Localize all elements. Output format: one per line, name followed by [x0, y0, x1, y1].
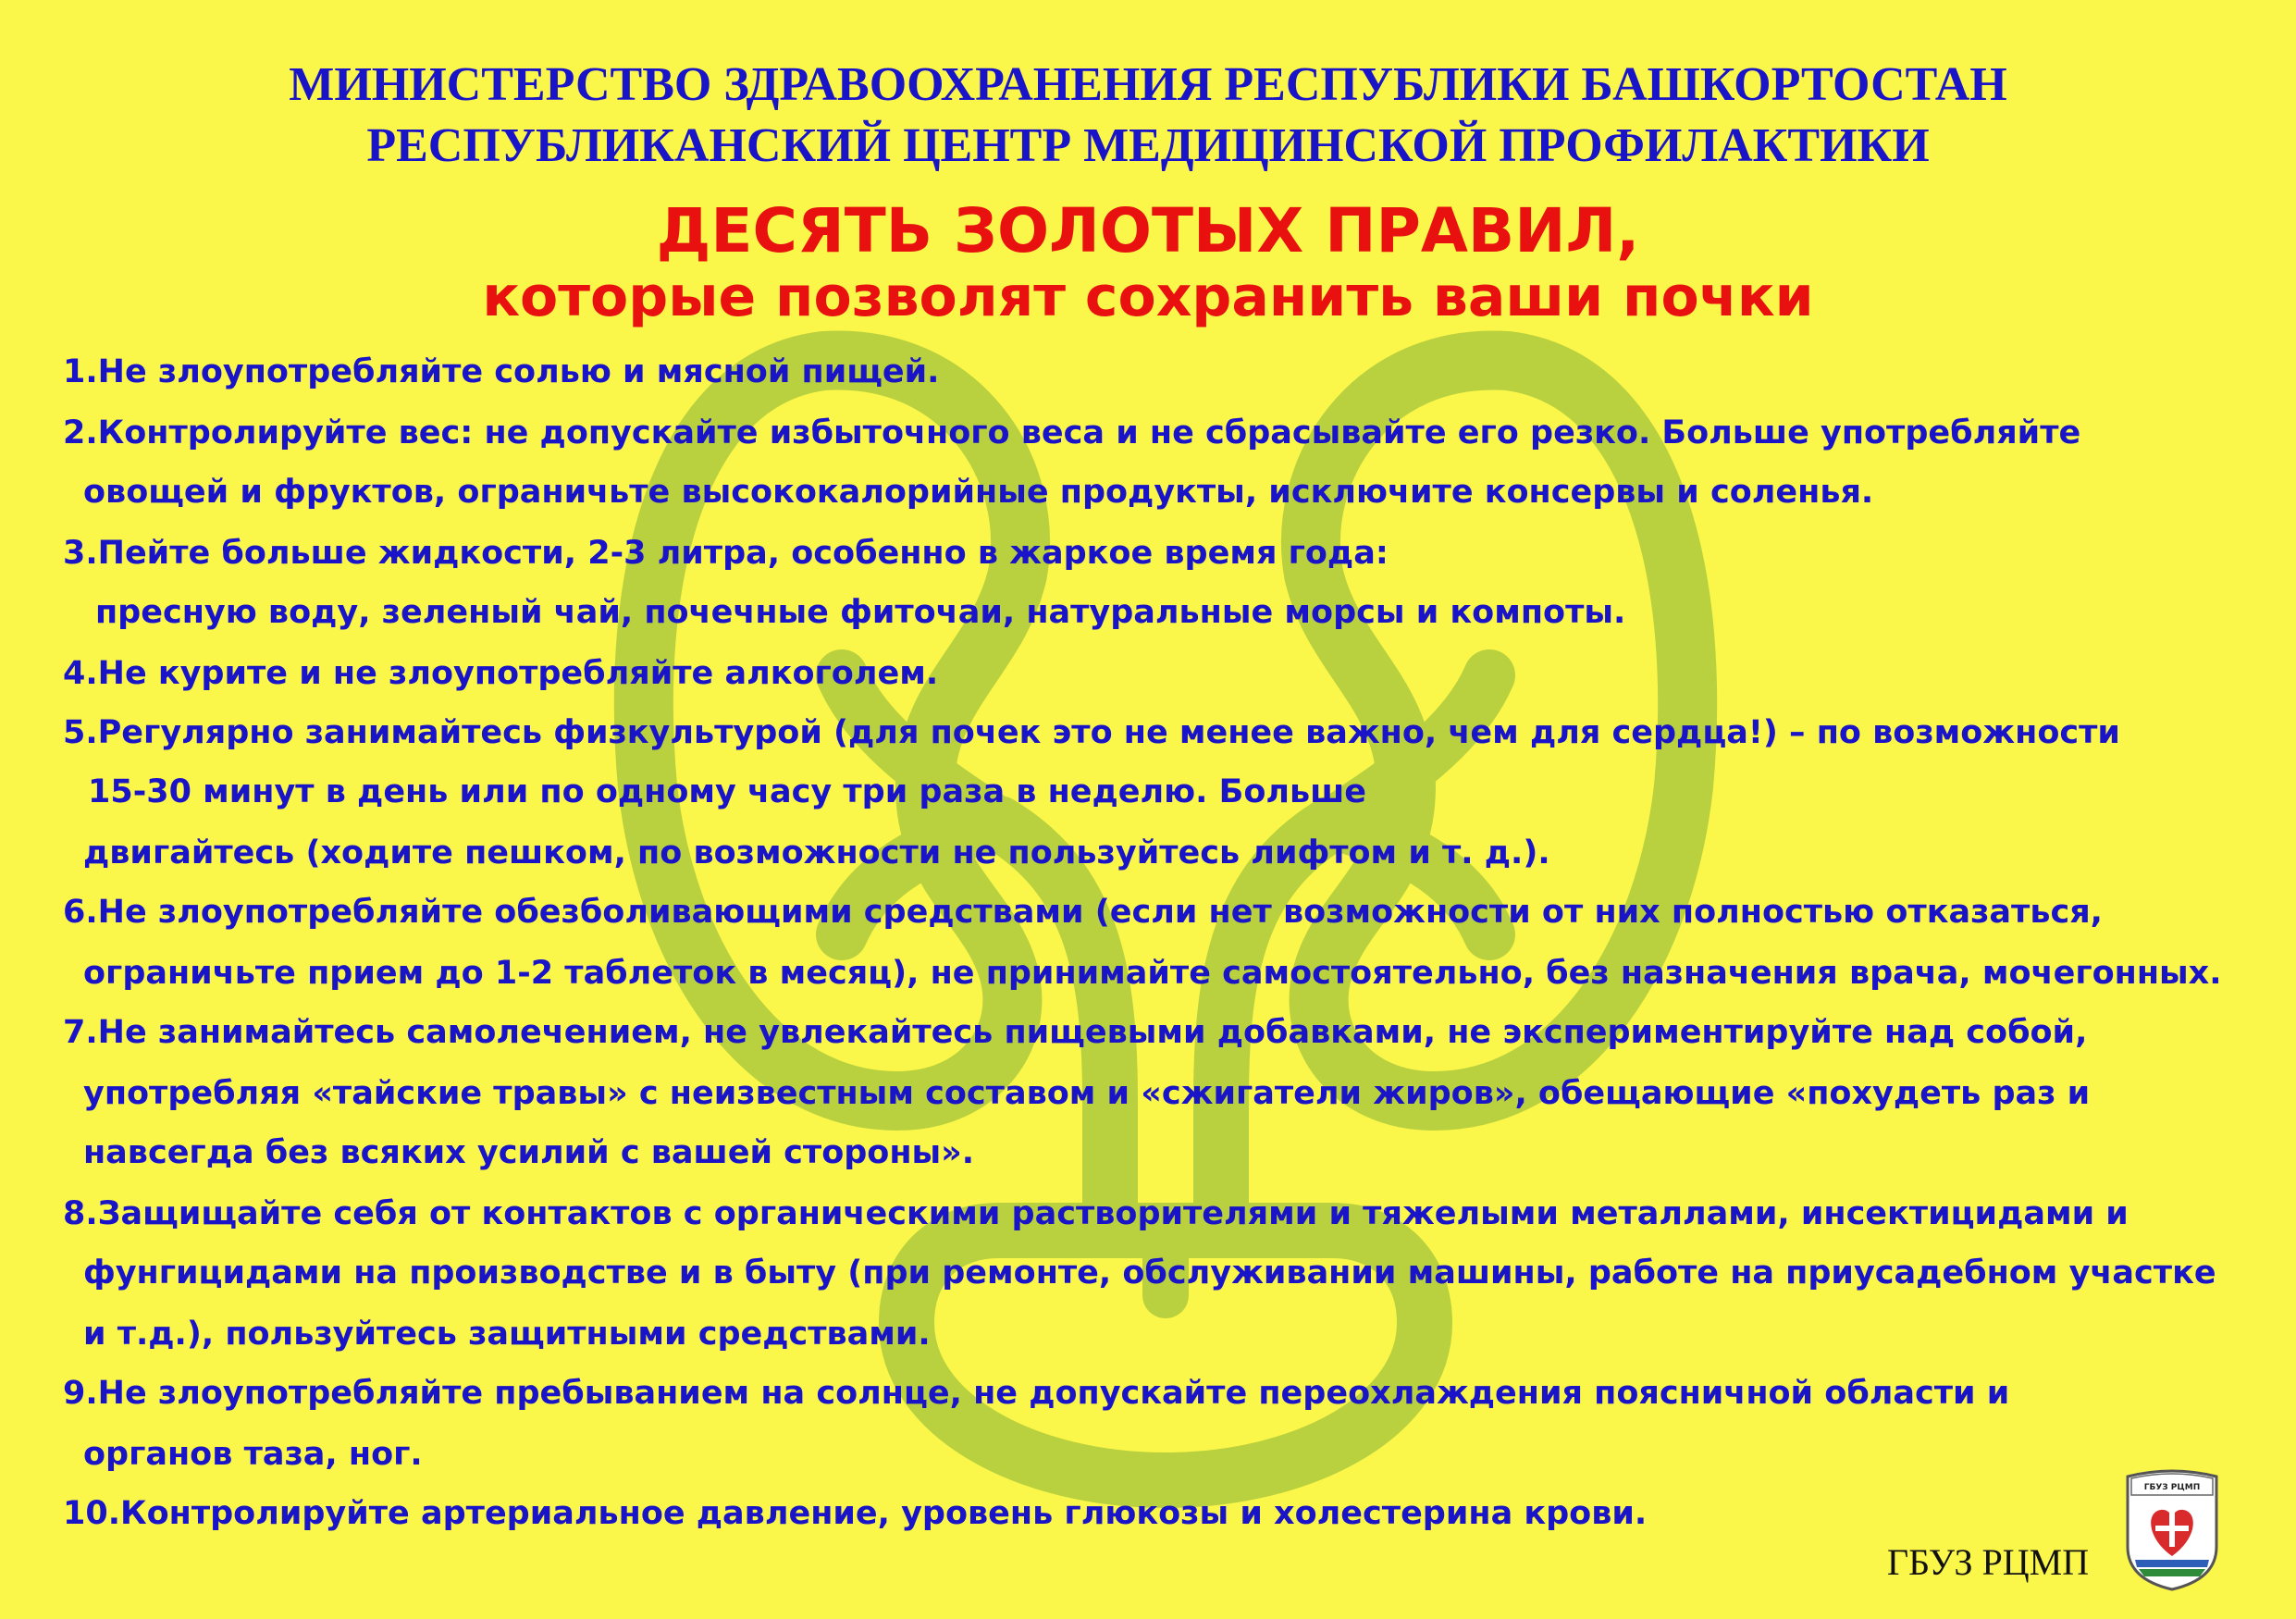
- rule-4-line-1: 4.Не курите и не злоупотребляйте алкоголем.: [63, 655, 939, 692]
- rule-2-line-1: 2.Контролируйте вес: не допускайте избыточного веса и не сбрасывайте его резко. Больше употребляйте: [63, 414, 2081, 451]
- rule-10-line-1: 10.Контролируйте артериальное давление, уровень глюкозы и холестерина крови.: [63, 1495, 1648, 1532]
- center-title: РЕСПУБЛИКАНСКИЙ ЦЕНТР МЕДИЦИНСКОЙ ПРОФИЛАКТИКИ: [366, 119, 1930, 172]
- rule-6-line-1: 6.Не злоупотребляйте обезболивающими средствами (если нет возможности от них полностью отказаться,: [63, 894, 2103, 931]
- page-title: ДЕСЯТЬ ЗОЛОТЫХ ПРАВИЛ,: [656, 195, 1640, 266]
- rule-7-line-1: 7.Не занимайтесь самолечением, не увлекайтесь пищевыми добавками, не экспериментируйте над собой,: [63, 1014, 2088, 1051]
- organization-logo-icon: [2118, 1464, 2226, 1593]
- rule-5-line-1: 5.Регулярно занимайтесь физкультурой (для почек это не менее важно, чем для сердца!) – по возможности: [63, 714, 2120, 751]
- page-subtitle: которые позволят сохранить ваши почки: [482, 265, 1814, 329]
- rule-5-line-2: 15-30 минут в день или по одному часу три раза в неделю. Больше: [88, 773, 1367, 810]
- rule-8-line-3: и т.д.), пользуйтесь защитными средствами.: [83, 1316, 931, 1353]
- rule-3-line-1: 3.Пейте больше жидкости, 2-3 литра, особенно в жаркое время года:: [63, 535, 1389, 572]
- rule-7-line-3: навсегда без всяких усилий с вашей стороны».: [83, 1134, 975, 1171]
- svg-text:ГБУЗ РЦМП: ГБУЗ РЦМП: [2143, 1483, 2201, 1492]
- rule-1-line-1: 1.Не злоупотребляйте солью и мясной пищей.: [63, 353, 940, 390]
- rule-2-line-2: овощей и фруктов, ограничьте высококалорийные продукты, исключите консервы и соленья.: [83, 474, 1874, 511]
- rule-7-line-2: употребляя «тайские травы» с неизвестным составом и «сжигатели жиров», обещающие «похудеть раз и: [83, 1075, 2091, 1112]
- rule-6-line-2: ограничьте прием до 1-2 таблеток в месяц), не принимайте самостоятельно, без назначения врача, мочегонных.: [83, 955, 2222, 992]
- rule-9-line-2: органов таза, ног.: [83, 1436, 423, 1473]
- organization-abbreviation: ГБУЗ РЦМП: [1887, 1541, 2090, 1583]
- rule-8-line-1: 8.Защищайте себя от контактов с органическими растворителями и тяжелыми металлами, инсектицидами и: [63, 1195, 2129, 1232]
- rule-8-line-2: фунгицидами на производстве и в быту (при ремонте, обслуживании машины, работе на приусадебном участке: [83, 1254, 2216, 1291]
- rule-3-line-2: пресную воду, зеленый чай, почечные фиточаи, натуральные морсы и компоты.: [95, 594, 1626, 631]
- rule-9-line-1: 9.Не злоупотребляйте пребыванием на солнце, не допускайте переохлаждения поясничной области и: [63, 1375, 2010, 1412]
- ministry-title: МИНИСТЕРСТВО ЗДРАВООХРАНЕНИЯ РЕСПУБЛИКИ БАШКОРТОСТАН: [289, 58, 2007, 111]
- rule-5-line-3: двигайтесь (ходите пешком, по возможности не пользуйтесь лифтом и т. д.).: [83, 834, 1550, 871]
